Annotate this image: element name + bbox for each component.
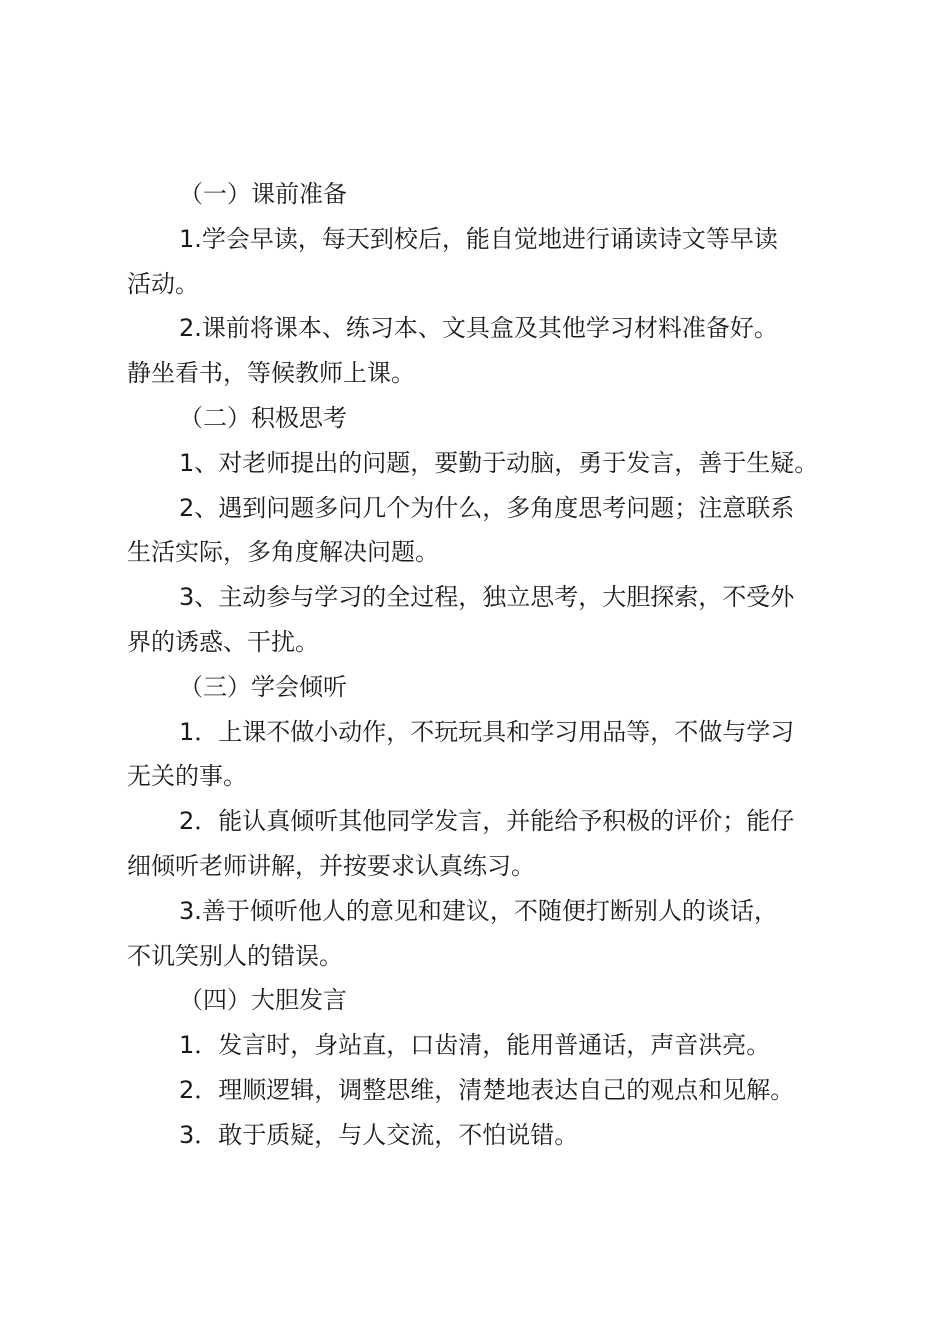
paragraph-line: 1．上课不做小动作，不玩玩具和学习用品等，不做与学习: [179, 717, 795, 746]
paragraph-line: 2．能认真倾听其他同学发言，并能给予积极的评价；能仔: [179, 807, 795, 836]
paragraph-line: 无关的事。: [127, 762, 247, 791]
section-heading-3: （三）学会倾听: [179, 672, 347, 701]
paragraph-line: 3.善于倾听他人的意见和建议，不随便打断别人的谈话，: [179, 896, 778, 925]
section-heading-4: （四）大胆发言: [179, 986, 347, 1015]
paragraph-line: 细倾听老师讲解，并按要求认真练习。: [127, 851, 535, 880]
section-heading-2: （二）积极思考: [179, 403, 347, 432]
paragraph-line: 2、遇到问题多问几个为什么，多角度思考问题；注意联系: [179, 493, 795, 522]
paragraph-line: 不讥笑别人的错误。: [127, 941, 343, 970]
paragraph-line: 生活实际，多角度解决问题。: [127, 538, 439, 567]
paragraph-line: 2.课前将课本、练习本、文具盒及其他学习材料准备好。: [179, 314, 778, 343]
section-heading-1: （一）课前准备: [179, 180, 347, 208]
paragraph-line: 1.学会早读，每天到校后，能自觉地进行诵读诗文等早读: [179, 224, 778, 253]
paragraph-line: 1．发言时，身站直，口齿清，能用普通话，声音洪亮。: [179, 1031, 771, 1060]
paragraph-line: 3．敢于质疑，与人交流，不怕说错。: [179, 1120, 579, 1149]
paragraph-line: 活动。: [127, 269, 199, 298]
paragraph-line: 界的诱惑、干扰。: [127, 627, 319, 656]
paragraph-line: 1、对老师提出的问题，要勤于动脑，勇于发言，善于生疑。: [179, 448, 819, 477]
document-body: [127, 172, 847, 1158]
paragraph-line: 3、主动参与学习的全过程，独立思考，大胆探索，不受外: [179, 583, 795, 612]
paragraph-line: 静坐看书，等候教师上课。: [127, 359, 415, 388]
paragraph-line: 2．理顺逻辑，调整思维，清楚地表达自己的观点和见解。: [179, 1075, 795, 1104]
